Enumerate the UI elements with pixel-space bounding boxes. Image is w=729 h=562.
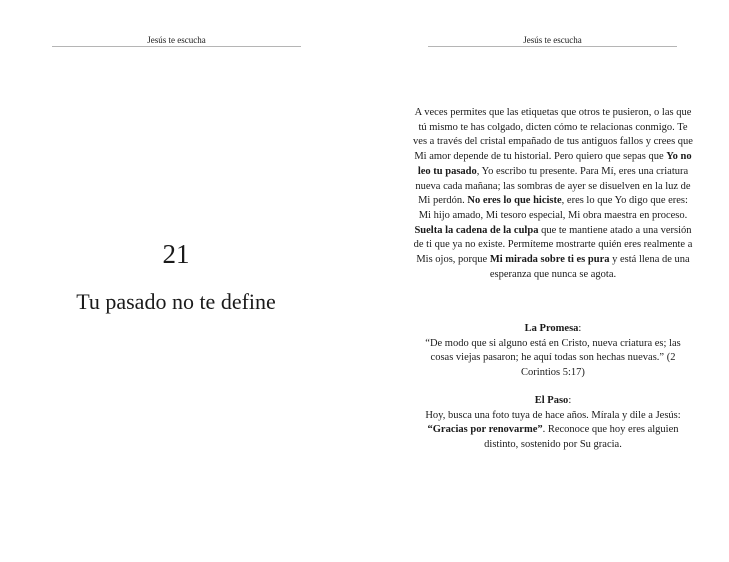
step-heading: El Paso bbox=[534, 395, 569, 406]
promise-heading-line bbox=[413, 322, 693, 337]
promise-heading: La Promesa bbox=[524, 323, 579, 334]
promise-heading-colon: : bbox=[578, 323, 582, 334]
reflection-paragraph bbox=[413, 106, 693, 282]
chapter-title: Tu pasado no te define bbox=[76, 289, 276, 314]
reflection-emphasis-3: Suelta la cadena de la culpa bbox=[414, 224, 539, 236]
reflection-text-1: A veces permites que las etiquetas que otros te pusieron, o las que tú mismo te has colgado, dicten cómo te relacionas conmigo. Te ves a través del cristal empañado de tus antiguos fallos y crees que Mi amor depende de tu historial. Pero quiero que sepas que bbox=[413, 107, 693, 163]
step-text-2: . Reconoce que hoy eres alguien distinto, sostenido por Su gracia. bbox=[484, 424, 679, 451]
reflection-emphasis-1: Yo no leo tu pasado bbox=[417, 151, 692, 177]
promise-verse: “De modo que si alguno está en Cristo, nueva criatura es; las cosas viejas pasaron; he aquí todas son hechas nuevas.” (2 Corintios 5:17) bbox=[425, 337, 681, 379]
reflection-text-3: , eres lo que Yo digo que eres: Mi hijo amado, Mi tesoro especial, Mi obra maestra en proceso. bbox=[418, 195, 688, 221]
reflection-text-2: , Yo escribo tu presente. Para Mí, eres una criatura nueva cada mañana; las sombras de ayer se disuelven en la luz de Mi perdón. bbox=[415, 165, 691, 207]
chapter-number: 21 bbox=[162, 239, 190, 269]
step-text-1: Hoy, busca una foto tuya de hace años. Mírala y dile a Jesús: bbox=[425, 409, 681, 421]
step-heading-line bbox=[413, 394, 693, 409]
running-header-right: Jesús te escucha bbox=[428, 34, 677, 47]
step-instructions bbox=[413, 409, 693, 453]
reflection-emphasis-4: Mi mirada sobre ti es pura bbox=[489, 254, 610, 266]
right-page bbox=[364, 0, 729, 562]
reflection-text-5: y está llena de una esperanza que nunca se agota. bbox=[489, 254, 690, 280]
running-header-left: Jesús te escucha bbox=[52, 34, 301, 47]
reflection-text-4: que te mantiene atado a una versión de ti que ya no existe. Permíteme mostrarte quién eres realmente a Mis ojos, porque bbox=[413, 224, 693, 266]
step-section bbox=[413, 394, 693, 453]
promise-section bbox=[413, 322, 693, 381]
reflection-emphasis-2: No eres lo que hiciste bbox=[467, 195, 562, 207]
left-page bbox=[0, 0, 364, 562]
step-heading-colon: : bbox=[568, 395, 572, 406]
step-emphasis: “Gracias por renovarme” bbox=[427, 424, 543, 436]
